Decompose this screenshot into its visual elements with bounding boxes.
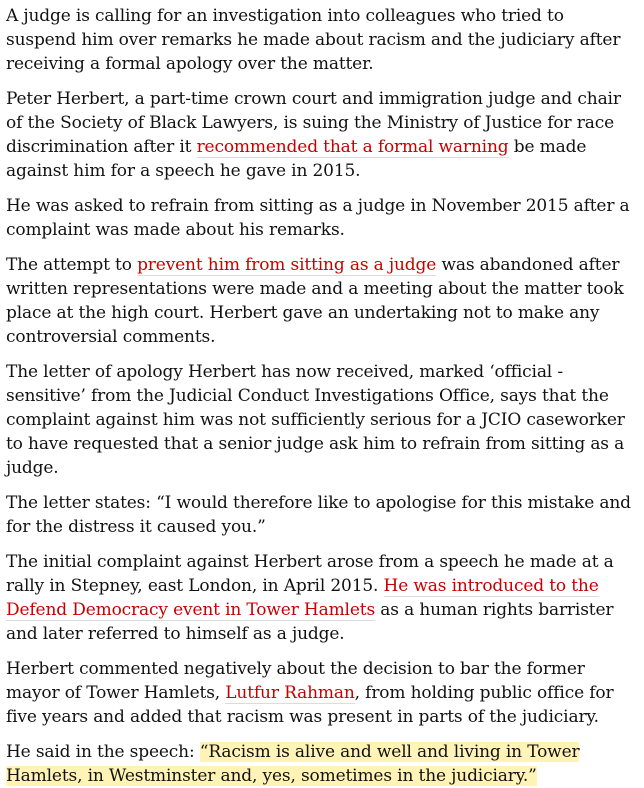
- paragraph-9: [6, 740, 638, 788]
- highlighted-quote: “Racism is alive and well and living in Tower Hamlets, in Westminster and, yes, sometimes in the judiciary.”: [6, 742, 580, 786]
- paragraph-8-text-after: , from holding public office for five years and added that racism was present in parts of the judiciary.: [6, 683, 614, 727]
- paragraph-7-text-before: The initial complaint against Herbert arose from a speech he made at a rally in Stepney, east London, in April 2015.: [6, 552, 614, 596]
- paragraph-5: [6, 360, 638, 480]
- link-defend-democracy[interactable]: He was introduced to the Defend Democracy event in Tower Hamlets: [6, 576, 599, 620]
- paragraph-8: [6, 657, 638, 729]
- paragraph-4-text-after: was abandoned after written representations were made and a meeting about the matter took place at the high court. Herbert gave an undertaking not to make any controversial comments.: [6, 255, 624, 347]
- paragraph-1: [6, 4, 638, 76]
- link-prevent-sitting[interactable]: prevent him from sitting as a judge: [137, 255, 437, 275]
- paragraph-2-text-after: be made against him for a speech he gave in 2015.: [6, 137, 587, 181]
- link-formal-warning[interactable]: recommended that a formal warning: [196, 137, 509, 157]
- article-body: [0, 4, 644, 788]
- paragraph-3: [6, 194, 638, 242]
- link-lutfur-rahman[interactable]: Lutfur Rahman: [225, 683, 355, 703]
- paragraph-2: [6, 87, 638, 183]
- paragraph-9-text-before: He said in the speech:: [6, 742, 200, 762]
- paragraph-1-text: A judge is calling for an investigation into colleagues who tried to suspend him over remarks he made about racism and the judiciary after receiving a formal apology over the matter.: [6, 6, 621, 74]
- paragraph-8-text-before: Herbert commented negatively about the decision to bar the former mayor of Tower Hamlets,: [6, 659, 585, 703]
- paragraph-2-text-before: Peter Herbert, a part-time crown court and immigration judge and chair of the Society of Black Lawyers, is suing the Ministry of Justice for race discrimination after it: [6, 89, 621, 157]
- paragraph-4-text-before: The attempt to: [6, 255, 138, 275]
- paragraph-6-text: The letter states: “I would therefore like to apologise for this mistake and for the distress it caused you.”: [6, 493, 631, 537]
- paragraph-7: [6, 550, 638, 646]
- paragraph-6: [6, 491, 638, 539]
- paragraph-5-text: The letter of apology Herbert has now received, marked ‘official - sensitive’ from the Judicial Conduct Investigations Office, says that the complaint against him was not sufficiently serious for a JCIO caseworker to have requested that a senior judge ask him to refrain from sitting as a judge.: [6, 362, 625, 478]
- paragraph-4: [6, 253, 638, 349]
- paragraph-7-text-after: as a human rights barrister and later referred to himself as a judge.: [6, 600, 614, 644]
- paragraph-3-text: He was asked to refrain from sitting as a judge in November 2015 after a complaint was made about his remarks.: [6, 196, 630, 240]
